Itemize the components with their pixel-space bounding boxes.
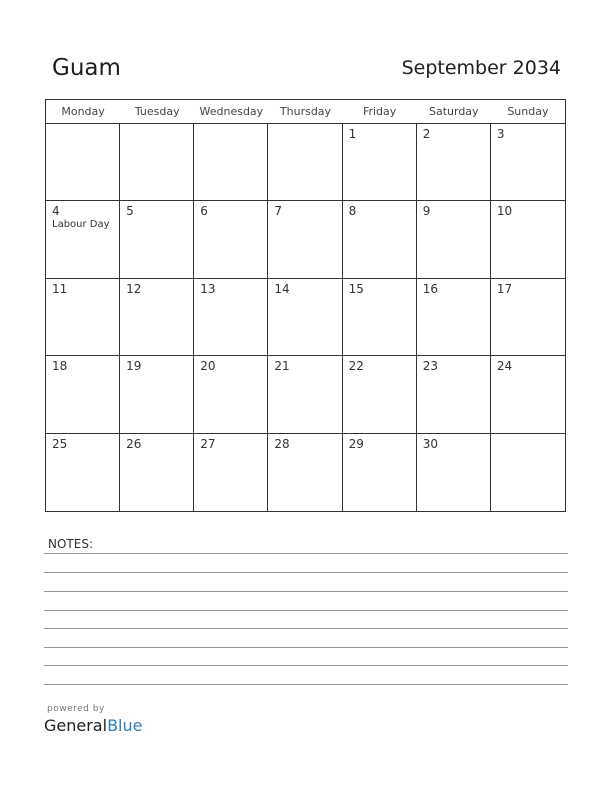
day-number: 14 (274, 281, 290, 296)
day-number: 27 (200, 436, 216, 451)
day-number: 16 (422, 281, 438, 296)
calendar-day-cell (194, 124, 268, 201)
day-number: 7 (274, 204, 283, 219)
notes-rule-line (44, 591, 568, 592)
holiday-label: Labour Day (52, 219, 110, 231)
day-number: 17 (496, 281, 513, 296)
calendar-day-cell (491, 124, 565, 201)
day-number: 18 (52, 359, 68, 374)
calendar-day-cell (417, 279, 491, 356)
day-number: 5 (126, 204, 134, 219)
calendar-day-cell (194, 279, 268, 356)
notes-rule-line (44, 610, 568, 611)
day-number: 9 (422, 204, 431, 219)
day-number: 10 (496, 204, 513, 219)
calendar-day-cell (491, 201, 565, 278)
calendar-day-cell (268, 356, 342, 433)
calendar-day-cell (491, 356, 565, 433)
calendar-day-cell (46, 434, 120, 511)
calendar-day-cell (46, 356, 120, 433)
day-number: 21 (274, 359, 290, 374)
generalblue-logo (44, 716, 142, 735)
day-number: 15 (348, 281, 364, 296)
weekday-header-row (46, 100, 565, 124)
day-number: 3 (496, 127, 505, 141)
day-number: 20 (200, 359, 216, 374)
notes-rule-line (44, 553, 568, 554)
day-number: 24 (496, 359, 513, 374)
powered-by-text: powered by (47, 704, 105, 714)
calendar-day-cell (491, 279, 565, 356)
calendar-day-cell (343, 356, 417, 433)
calendar-day-cell (417, 201, 491, 278)
calendar-day-cell (46, 201, 120, 278)
calendar-country-title: Guam (52, 55, 121, 81)
calendar-day-cell (268, 434, 342, 511)
calendar-day-cell (268, 201, 342, 278)
weekday-header-saturday: Saturday (428, 105, 479, 118)
weekday-header-tuesday: Tuesday (134, 105, 180, 118)
notes-rule-line (44, 684, 568, 685)
calendar-day-cell (120, 356, 194, 433)
calendar-day-cell (46, 279, 120, 356)
calendar-day-cell (491, 434, 565, 511)
weekday-header-monday: Monday (61, 105, 105, 118)
calendar-grid (45, 99, 566, 512)
day-number: 1 (348, 127, 357, 141)
calendar-day-cell (194, 356, 268, 433)
calendar-day-cell (194, 434, 268, 511)
calendar-day-cell (120, 124, 194, 201)
calendar-day-cell (343, 279, 417, 356)
calendar-day-cell (343, 124, 417, 201)
day-number: 13 (200, 281, 216, 296)
day-number: 26 (126, 436, 142, 451)
weekday-header-sunday: Sunday (507, 105, 549, 118)
notes-rule-line (44, 628, 568, 629)
calendar-days (46, 124, 565, 511)
brand-blue-text: Blue (107, 716, 143, 735)
calendar-day-cell (194, 201, 268, 278)
weekday-header-friday: Friday (362, 105, 397, 118)
calendar-day-cell (343, 434, 417, 511)
weekday-header-wednesday: Wednesday (199, 105, 264, 118)
notes-rule-line (44, 572, 568, 573)
calendar-day-cell (417, 434, 491, 511)
notes-rule-line (44, 647, 568, 648)
day-number: 22 (348, 359, 364, 374)
day-number: 29 (348, 436, 364, 451)
day-number: 23 (422, 359, 438, 374)
day-number: 8 (348, 204, 357, 219)
notes-label: NOTES: (48, 537, 93, 551)
day-number: 28 (274, 436, 290, 451)
calendar-day-cell (417, 356, 491, 433)
day-number: 25 (52, 436, 68, 451)
day-number: 4 (52, 204, 60, 219)
brand-general-text: General (44, 716, 108, 735)
calendar-day-cell (120, 201, 194, 278)
calendar-day-cell (417, 124, 491, 201)
calendar-day-cell (268, 279, 342, 356)
day-number: 19 (126, 359, 142, 374)
calendar-day-cell (46, 124, 120, 201)
day-number: 2 (422, 127, 431, 141)
notes-rule-line (44, 665, 568, 666)
calendar-month-year: September 2034 (401, 57, 561, 79)
calendar-day-cell (268, 124, 342, 201)
day-number: 30 (422, 436, 438, 451)
weekday-header-thursday: Thursday (279, 105, 332, 118)
day-number: 6 (200, 204, 208, 219)
calendar-day-cell (120, 434, 194, 511)
calendar-day-cell (343, 201, 417, 278)
calendar-day-cell (120, 279, 194, 356)
day-number: 11 (52, 281, 68, 296)
day-number: 12 (126, 281, 142, 296)
